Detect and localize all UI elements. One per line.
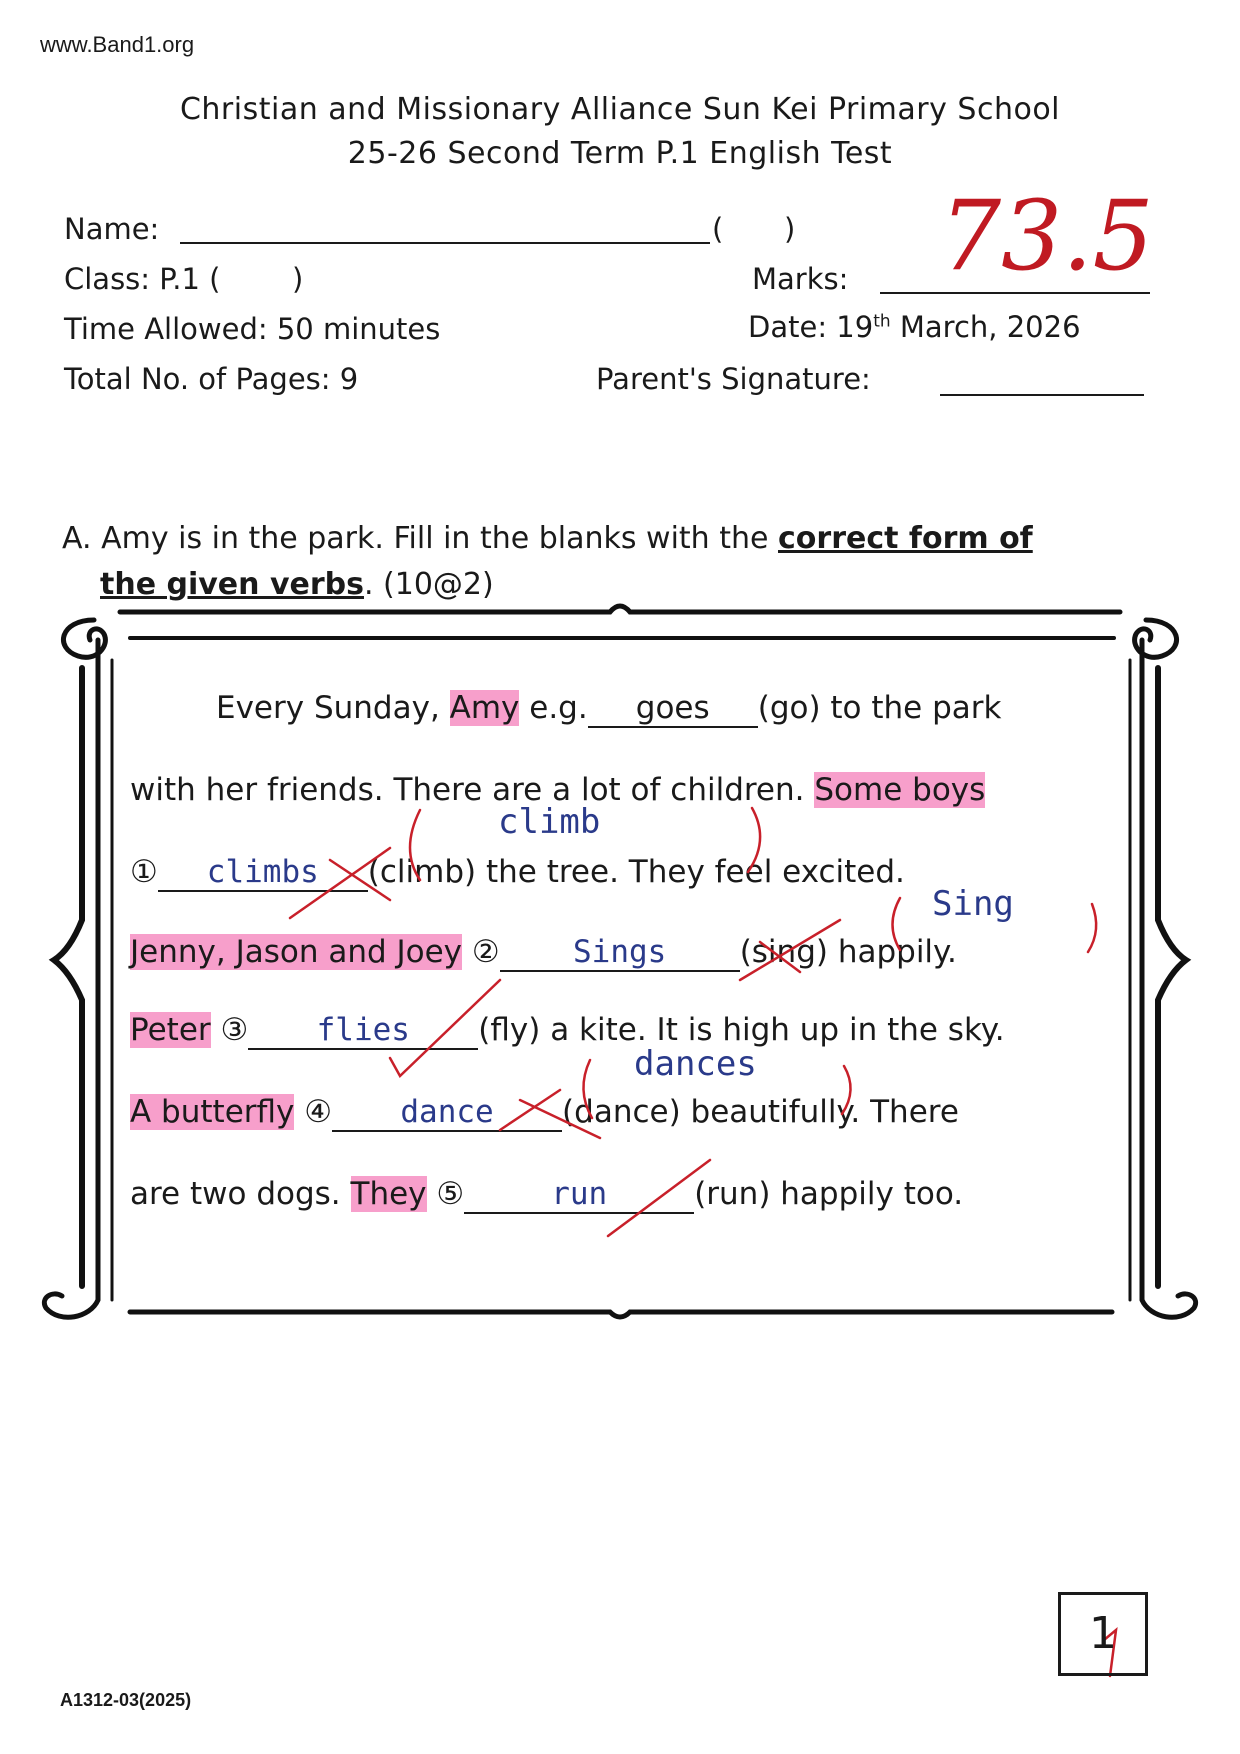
time-allowed: Time Allowed: 50 minutes (64, 312, 441, 346)
signature-label: Parent's Signature: (596, 362, 871, 396)
cross-4b (520, 1100, 600, 1138)
story-line-1: Every Sunday, Amy e.g. goes (go) to the park (216, 690, 1002, 726)
cross-4a (500, 1090, 560, 1130)
test-date: Date: 19th March, 2026 (748, 310, 1081, 344)
story-line-4: Jenny, Jason and Joey ② Sings (sing) happily. (130, 934, 957, 970)
bracket-left-2 (893, 898, 901, 950)
answer-5[interactable]: run (464, 1176, 694, 1214)
correction-2: Sing (932, 884, 1014, 924)
class-label: Class: P.1 ( (64, 262, 221, 296)
correction-1: climb (498, 802, 601, 842)
bracket-right-1 (748, 808, 760, 872)
answer-4[interactable]: dance (332, 1094, 562, 1132)
story-line-3: ① climbs (climb) the tree. They feel excited. (130, 854, 905, 890)
document-code: A1312-03(2025) (60, 1690, 192, 1710)
page-number-box (1058, 1592, 1148, 1676)
cross-1b (330, 860, 390, 900)
bracket-right-2 (1088, 904, 1096, 952)
cross-1a (290, 848, 390, 918)
marks-label: Marks: (752, 262, 849, 296)
story-line-5: Peter ③ flies (fly) a kite. It is high up in the sky. (130, 1012, 1005, 1048)
test-title: 25-26 Second Term P.1 English Test (347, 136, 893, 171)
cross-5 (608, 1160, 710, 1236)
class-close: ) (292, 262, 304, 296)
tick-3 (390, 980, 500, 1076)
school-name: Christian and Missionary Alliance Sun Kei Primary School (179, 92, 1061, 127)
answer-2[interactable]: Sings (500, 934, 740, 972)
bracket-left-4 (583, 1060, 592, 1118)
question-a-instruction: A. Amy is in the park. Fill in the blanks with the correct form of the given verbs. (10@2) (62, 521, 1033, 602)
bracket-right-4 (842, 1066, 851, 1114)
story-line-2: with her friends. There are a lot of children. Some boys (130, 772, 986, 808)
bracket-left-1 (410, 810, 420, 880)
marks-score: 73.5 (940, 180, 1154, 292)
paren-open: ( (712, 212, 724, 246)
site-url: www.Band1.org (40, 32, 195, 57)
answer-1[interactable]: climbs (158, 854, 368, 892)
total-pages: Total No. of Pages: 9 (64, 362, 359, 396)
answer-3[interactable]: flies (248, 1012, 478, 1050)
correction-4: dances (634, 1044, 757, 1084)
cross-2b (740, 920, 840, 980)
example-answer: goes (588, 690, 758, 728)
name-label: Name: (64, 212, 160, 246)
story-line-7: are two dogs. They ⑤ run (run) happily too. (130, 1176, 964, 1212)
paren-close: ) (784, 212, 796, 246)
page-number: 1 (1089, 1608, 1117, 1659)
story-line-6: A butterfly ④ dance (dance) beautifully. There (130, 1094, 959, 1130)
